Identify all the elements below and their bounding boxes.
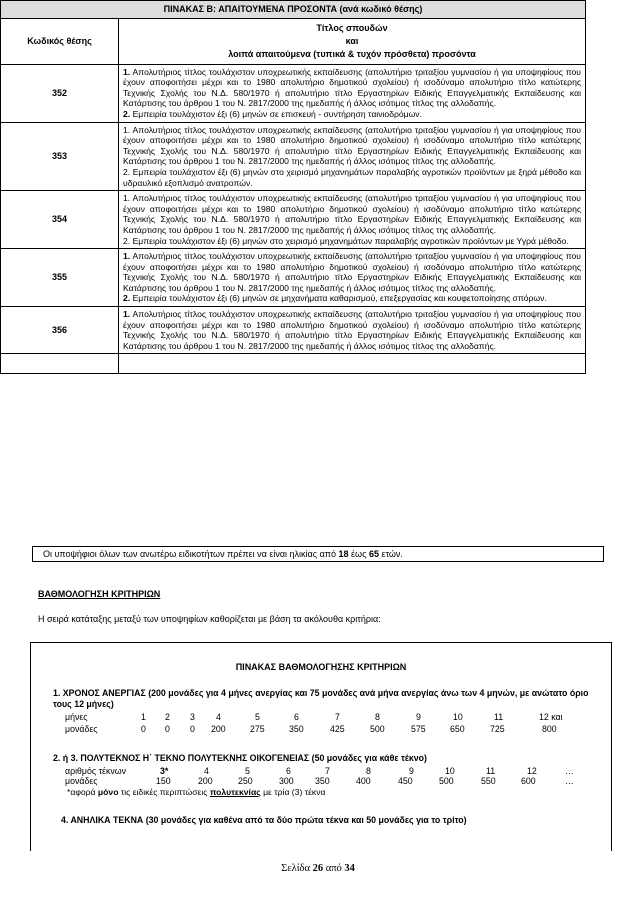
position-code: 354 — [1, 191, 119, 249]
table-row — [1, 249, 586, 307]
requirement-text: Εμπειρία τουλάχιστον έξι (6) μηνών σε μηχανήματα καθαρισμού, επεξεργασίας και κουφετοποίησης σπόρων. — [132, 293, 547, 304]
points-cell: 550 — [481, 776, 496, 786]
footer-text: από — [323, 863, 345, 874]
requirement-1 — [123, 251, 581, 293]
requirement-number: 1. — [123, 251, 131, 262]
requirement-text: Εμπειρία τουλάχιστον έξι (6) μηνών στο χειρισμό μηχανημάτων παραλαβής αγροτικών προϊόντων με Υγρά μέθοδο. — [132, 235, 569, 246]
requirement-number: 2. — [123, 166, 131, 177]
points-cell: 400 — [356, 776, 371, 786]
points-cell: 0 — [141, 724, 146, 734]
requirement-1 — [123, 193, 581, 235]
requirement-2 — [123, 236, 581, 247]
months-cell: 5 — [255, 712, 260, 722]
header-req-line-1: Τίτλος σπουδών — [316, 22, 388, 33]
months-cell: 11 — [494, 712, 504, 722]
requirement-number: 1. — [123, 66, 131, 77]
requirement-number: 1. — [123, 309, 131, 320]
points-cell: 500 — [439, 776, 454, 786]
age-note-text: έως — [348, 549, 369, 559]
criterion-large-family: 2. ή 3. ΠΟΛΥΤΕΚΝΟΣ Η΄ ΤΕΚΝΟ ΠΟΛΥΤΕΚΝΗΣ ΟΙΚΟΓΕΝΕΙΑΣ (50 μονάδες για κάθε τέκνο) — [53, 753, 427, 763]
children-cell: 8 — [366, 766, 371, 776]
note-text: με τρία (3) τέκνα — [260, 787, 326, 797]
months-cell: 2 — [165, 712, 170, 722]
requirement-2 — [123, 109, 581, 120]
requirements-cell — [119, 307, 586, 354]
points-cell: 350 — [289, 724, 304, 734]
requirements-cell — [119, 64, 586, 122]
months-cell: 8 — [375, 712, 380, 722]
criteria-box — [30, 642, 612, 851]
points-cell: 425 — [330, 724, 345, 734]
months-cell: 10 — [453, 712, 463, 722]
children-cell: 4 — [204, 766, 209, 776]
criterion-heading: 1. ΧΡΟΝΟΣ ΑΝΕΡΓΙΑΣ (200 μονάδες για 4 μήνες ανεργίας και 75 μονάδες ανά μήνα ανεργίας άνω των 4 μηνών, με ανώτατο όριο τους 12 μήνες) — [53, 688, 589, 709]
header-req-line-2: και — [345, 35, 359, 46]
children-cell: … — [565, 766, 574, 776]
months-cell: 1 — [141, 712, 146, 722]
criteria-title: ΠΙΝΑΚΑΣ ΒΑΘΜΟΛΟΓΗΣΗΣ ΚΡΙΤΗΡΙΩΝ — [235, 662, 407, 672]
children-cell: 5 — [245, 766, 250, 776]
points-cell: … — [565, 776, 574, 786]
requirement-number: 2. — [123, 235, 131, 246]
table-row — [1, 122, 586, 191]
requirement-text: Απολυτήριος τίτλος τουλάχιστον υποχρεωτικής εκπαίδευσης (απολυτήριο τριταξίου γυμνασίου ή για υποψηφίους που έχουν αποφοιτήσει μέχρι και το 1980 απολυτήριο δημοτικού σχολείου) ή ισοδύναμο απολυτήριο τίτλο κατώτερης Τεχνικής Σχολής του Ν.Δ. 580/1970 ή απολυτήριο τίτλο Εργαστηρίων Ειδικής Επαγγελματικής Εκπαίδευσης και Κατάρτισης του άρθρου 1 του Ν. 2817/2000 της ημεδαπής ή άλλος ισότιμος τίτλος της αλλοδαπής. — [123, 309, 581, 351]
position-code: 355 — [1, 249, 119, 307]
section-intro: Η σειρά κατάταξης μεταξύ των υποψηφίων καθορίζεται με βάση τα ακόλουθα κριτήρια: — [38, 614, 381, 624]
requirement-number: 1. — [123, 193, 131, 204]
children-cell: 9 — [409, 766, 414, 776]
header-requirements — [119, 18, 586, 64]
months-row — [53, 712, 593, 723]
requirement-1 — [123, 125, 581, 167]
months-cell: 4 — [216, 712, 221, 722]
requirement-2 — [123, 293, 581, 304]
empty-cell — [119, 354, 586, 374]
requirement-1 — [123, 309, 581, 351]
requirement-2 — [123, 167, 581, 188]
note-text: τις ειδικές περιπτώσεις — [118, 787, 210, 797]
months-cell: 9 — [416, 712, 421, 722]
points-cell: 450 — [398, 776, 413, 786]
position-code: 352 — [1, 64, 119, 122]
position-code: 353 — [1, 122, 119, 191]
points-label: μονάδες — [65, 724, 98, 734]
points-cell: 800 — [542, 724, 557, 734]
points-cell: 350 — [315, 776, 330, 786]
children-cell: 12 — [527, 766, 537, 776]
table-row-empty — [1, 354, 586, 374]
requirement-text: Απολυτήριος τίτλος τουλάχιστον υποχρεωτικής εκπαίδευσης (απολυτήριο τριταξίου γυμνασίου ή για υποψηφίους που έχουν αποφοιτήσει μέχρι και το 1980 απολυτήριο δημοτικού σχολείου) ή ισοδύναμο απολυτήριο τίτλο κατώτερης Τεχνικής Σχολής του Ν.Δ. 580/1970 ή απολυτήριο τίτλο Εργαστηρίων Ειδικής Επαγγελματικής Εκπαίδευσης και Κατάρτισης του άρθρου 1 του Ν. 2817/2000 της ημεδαπής ή άλλος ισότιμος τίτλος της αλλοδαπής. — [123, 251, 581, 293]
age-note — [32, 546, 604, 562]
table-row — [1, 64, 586, 122]
children-cell: 11 — [486, 766, 496, 776]
points-cell: 250 — [238, 776, 253, 786]
age-note-text: ετών. — [378, 549, 403, 559]
points-cell: 725 — [490, 724, 505, 734]
note-underlined: πολυτεκνίας — [209, 787, 261, 797]
requirement-text: Εμπειρία τουλάχιστον έξι (6) μηνών στο χειρισμό μηχανημάτων παραλαβής αγροτικών προϊόντων με ξηρά μέθοδο και υδραυλικό εξοπλισμό ανατροπών. — [123, 166, 582, 188]
children-label: αριθμός τέκνων — [65, 766, 127, 776]
points-cell: 275 — [250, 724, 265, 734]
points-cell: 200 — [211, 724, 226, 734]
months-cell: 12 και — [539, 712, 563, 722]
months-cell: 7 — [335, 712, 340, 722]
points-row — [53, 724, 593, 735]
children-cell: 3* — [160, 766, 169, 776]
table-row — [1, 307, 586, 354]
requirement-text: Απολυτήριος τίτλος τουλάχιστον υποχρεωτικής εκπαίδευσης (απολυτήριο τριταξίου γυμνασίου ή για υποψηφίους που έχουν αποφοιτήσει μέχρι και το 1980 απολυτήριο δημοτικού σχολείου) ή ισοδύναμο απολυτήριο τίτλο κατώτερης Τεχνικής Σχολής του Ν.Δ. 580/1970 ή απολυτήριο τίτλο Εργαστηρίων Ειδικής Επαγγελματικής Εκπαίδευσης και Κατάρτισης του άρθρου 1 του Ν. 2817/2000 της ημεδαπής ή άλλος ισότιμος τίτλος της αλλοδαπής. — [123, 124, 581, 167]
points-cell: 575 — [411, 724, 426, 734]
header-req-line-3: λοιπά απαιτούμενα (τυπικά & τυχόν πρόσθετα) προσόντα — [228, 48, 476, 59]
page-footer — [0, 863, 636, 874]
points-cell: 150 — [156, 776, 171, 786]
note-bold: μόνο — [97, 787, 119, 797]
age-max: 65 — [368, 549, 379, 559]
header-code: Κωδικός θέσης — [1, 18, 119, 64]
points-cell: 200 — [198, 776, 213, 786]
note-text: *αφορά — [67, 787, 98, 797]
footer-text: Σελίδα — [281, 863, 313, 874]
requirement-text: Απολυτήριος τίτλος τουλάχιστον υποχρεωτικής εκπαίδευσης (απολυτήριο τριταξίου γυμνασίου ή για υποψηφίους που έχουν αποφοιτήσει μέχρι και το 1980 απολυτήριο δημοτικού σχολείου) ή ισοδύναμο απολυτήριο τίτλο κατώτερης Τεχνικής Σχολής του Ν.Δ. 580/1970 ή απολυτήριο τίτλο Εργαστηρίων Ειδικής Επαγγελματικής Εκπαίδευσης και Κατάρτισης του άρθρου 1 του Ν. 2817/2000 της ημεδαπής ή άλλος ισότιμος τίτλος της αλλοδαπής. — [123, 66, 581, 109]
points-cell: 0 — [165, 724, 170, 734]
points-cell: 500 — [370, 724, 385, 734]
months-label: μήνες — [65, 712, 88, 722]
position-code: 356 — [1, 307, 119, 354]
large-family-note — [67, 787, 326, 797]
empty-cell — [1, 354, 119, 374]
requirement-text: Απολυτήριος τίτλος τουλάχιστον υποχρεωτικής εκπαίδευσης (απολυτήριο τριταξίου γυμνασίου ή για υποψηφίους που έχουν αποφοιτήσει μέχρι και το 1980 απολυτήριο δημοτικού σχολείου) ή ισοδύναμο απολυτήριο τίτλο κατώτερης Τεχνικής Σχολής του Ν.Δ. 580/1970 ή απολυτήριο τίτλο Εργαστηρίων Ειδικής Επαγγελματικής Εκπαίδευσης και Κατάρτισης του άρθρου 1 του Ν. 2817/2000 της ημεδαπής ή άλλος ισότιμος τίτλος της αλλοδαπής. — [123, 193, 581, 235]
requirement-number: 2. — [123, 293, 131, 304]
criterion-minor-children: 4. ΑΝΗΛΙΚΑ ΤΕΚΝΑ (30 μονάδες για καθένα από τα δύο πρώτα τέκνα και 50 μονάδες για το τρίτο) — [61, 815, 467, 825]
requirement-1 — [123, 67, 581, 109]
points-cell: 0 — [190, 724, 195, 734]
points-cell: 600 — [521, 776, 536, 786]
requirements-cell — [119, 191, 586, 249]
requirement-number: 1. — [123, 124, 131, 135]
points-cell: 300 — [279, 776, 294, 786]
page-number: 26 — [312, 863, 324, 874]
requirements-cell — [119, 122, 586, 191]
requirements-cell — [119, 249, 586, 307]
points-cell: 650 — [450, 724, 465, 734]
children-cell: 7 — [325, 766, 330, 776]
requirement-text: Εμπειρία τουλάχιστον έξι (6) μηνών σε επισκευή - συντήρηση ταινιοδρόμων. — [132, 108, 422, 119]
requirement-number: 2. — [123, 108, 131, 119]
table-row — [1, 191, 586, 249]
section-title: ΒΑΘΜΟΛΟΓΗΣΗ ΚΡΙΤΗΡΙΩΝ — [38, 589, 161, 599]
age-note-text: Οι υποψήφιοι όλων των ανωτέρω ειδικοτήτων πρέπει να είναι ηλικίας από — [43, 549, 339, 559]
children-cell: 6 — [286, 766, 291, 776]
children-cell: 10 — [445, 766, 455, 776]
points-label: μονάδες — [65, 776, 98, 786]
table-title: ΠΙΝΑΚΑΣ Β: ΑΠΑΙΤΟΥΜΕΝΑ ΠΡΟΣΟΝΤΑ (ανά κωδικό θέσης) — [1, 1, 586, 19]
criterion-unemployment — [53, 688, 593, 710]
requirements-table — [0, 0, 586, 374]
children-points-row — [53, 776, 593, 787]
page-total: 34 — [344, 863, 355, 874]
months-cell: 6 — [294, 712, 299, 722]
months-cell: 3 — [190, 712, 195, 722]
age-min: 18 — [338, 549, 349, 559]
